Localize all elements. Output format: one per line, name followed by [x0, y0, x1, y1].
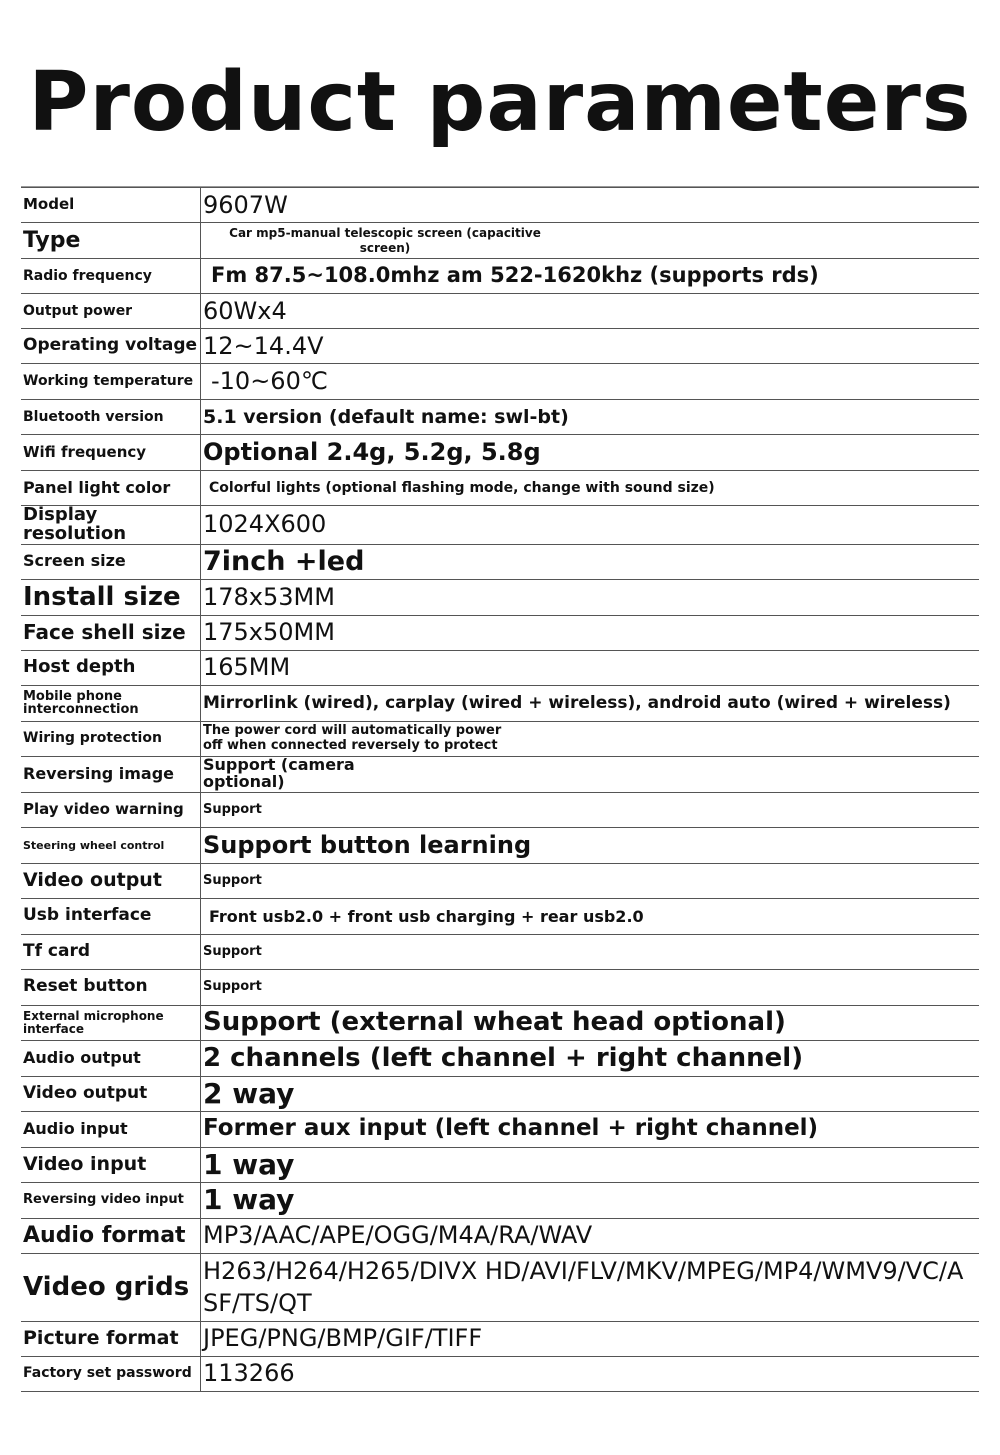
table-row [21, 435, 979, 471]
param-value: Former aux input (left channel + right channel) [201, 1111, 980, 1147]
param-label: Reversing image [21, 756, 201, 792]
param-label: Play video warning [21, 792, 201, 827]
param-value: 2 channels (left channel + right channel) [201, 1040, 980, 1076]
param-value: 12~14.4V [201, 329, 980, 364]
param-value: The power cord will automatically power off when connected reversely to protect [201, 721, 980, 756]
table-row [21, 471, 979, 506]
table-row [21, 1356, 979, 1391]
param-value: Front usb2.0 + front usb charging + rear usb2.0 [201, 898, 980, 934]
param-label: Bluetooth version [21, 400, 201, 435]
table-row [21, 364, 979, 400]
table-row [21, 615, 979, 650]
table-row [21, 1005, 979, 1040]
param-label: Video output [21, 863, 201, 898]
table-row [21, 544, 979, 579]
table-row [21, 329, 979, 364]
table-row [21, 898, 979, 934]
param-label: Wifi frequency [21, 435, 201, 471]
param-value: -10~60℃ [201, 364, 980, 400]
param-label: External microphone interface [21, 1005, 201, 1040]
param-label: Panel light color [21, 471, 201, 506]
param-label: Steering wheel control [21, 827, 201, 863]
param-value: Optional 2.4g, 5.2g, 5.8g [201, 435, 980, 471]
param-value: MP3/AAC/APE/OGG/M4A/RA/WAV [201, 1218, 980, 1253]
param-value: Support (camera optional) [201, 756, 980, 792]
param-label: Operating voltage [21, 329, 201, 364]
param-label: Model [21, 188, 201, 223]
param-value: 5.1 version (default name: swl-bt) [201, 400, 980, 435]
table-row [21, 1321, 979, 1356]
param-value: Support (external wheat head optional) [201, 1005, 980, 1040]
parameters-table-body [21, 188, 979, 1392]
param-value: Mirrorlink (wired), carplay (wired + wireless), android auto (wired + wireless) [201, 685, 980, 721]
table-row [21, 650, 979, 685]
table-row [21, 1111, 979, 1147]
param-label: Wiring protection [21, 721, 201, 756]
param-value: 7inch +led [201, 544, 980, 579]
param-value: 113266 [201, 1356, 980, 1391]
param-label: Output power [21, 294, 201, 329]
table-row [21, 969, 979, 1005]
table-row [21, 756, 979, 792]
param-label: Screen size [21, 544, 201, 579]
param-value: Support [201, 792, 980, 827]
param-label: Video grids [21, 1253, 201, 1321]
param-label: Mobile phone interconnection [21, 685, 201, 721]
table-row [21, 792, 979, 827]
param-value: 2 way [201, 1076, 980, 1111]
param-value: 178x53MM [201, 579, 980, 615]
table-row [21, 685, 979, 721]
param-label: Working temperature [21, 364, 201, 400]
table-row [21, 1076, 979, 1111]
param-value: 9607W [201, 188, 980, 223]
param-label: Type [21, 223, 201, 259]
param-label: Audio input [21, 1111, 201, 1147]
param-value: 1 way [201, 1182, 980, 1218]
table-row [21, 1147, 979, 1182]
param-label: Reversing video input [21, 1182, 201, 1218]
table-row [21, 827, 979, 863]
param-value: Support [201, 934, 980, 969]
table-row [21, 188, 979, 223]
param-label: Reset button [21, 969, 201, 1005]
param-label: Factory set password [21, 1356, 201, 1391]
param-value: 175x50MM [201, 615, 980, 650]
table-row [21, 400, 979, 435]
table-row [21, 294, 979, 329]
parameters-table [21, 187, 979, 1392]
param-value: 1024X600 [201, 506, 980, 545]
param-value: Car mp5-manual telescopic screen (capacitive screen) [201, 223, 980, 259]
param-label: Radio frequency [21, 259, 201, 294]
param-value: Support [201, 863, 980, 898]
param-label: Usb interface [21, 898, 201, 934]
param-value: Support button learning [201, 827, 980, 863]
param-value: 165MM [201, 650, 980, 685]
param-label: Display resolution [21, 506, 201, 545]
param-value: Colorful lights (optional flashing mode, change with sound size) [201, 471, 980, 506]
page-title: Product parameters [28, 55, 972, 150]
param-value: Fm 87.5~108.0mhz am 522-1620khz (supports rds) [201, 259, 980, 294]
param-label: Tf card [21, 934, 201, 969]
param-value: 1 way [201, 1147, 980, 1182]
table-row [21, 1040, 979, 1076]
param-label: Picture format [21, 1321, 201, 1356]
param-label: Host depth [21, 650, 201, 685]
param-label: Audio output [21, 1040, 201, 1076]
param-value: H263/H264/H265/DIVX HD/AVI/FLV/MKV/MPEG/MP4/WMV9/VC/ASF/TS/QT [201, 1253, 980, 1321]
param-value: Support [201, 969, 980, 1005]
table-row [21, 863, 979, 898]
table-row [21, 1253, 979, 1321]
table-row [21, 259, 979, 294]
table-row [21, 579, 979, 615]
param-label: Install size [21, 579, 201, 615]
table-row [21, 1218, 979, 1253]
param-label: Face shell size [21, 615, 201, 650]
param-value: 60Wx4 [201, 294, 980, 329]
param-label: Video input [21, 1147, 201, 1182]
param-label: Video output [21, 1076, 201, 1111]
table-row [21, 934, 979, 969]
param-label: Audio format [21, 1218, 201, 1253]
table-row [21, 721, 979, 756]
table-row [21, 223, 979, 259]
table-row [21, 506, 979, 545]
param-value: JPEG/PNG/BMP/GIF/TIFF [201, 1321, 980, 1356]
table-row [21, 1182, 979, 1218]
